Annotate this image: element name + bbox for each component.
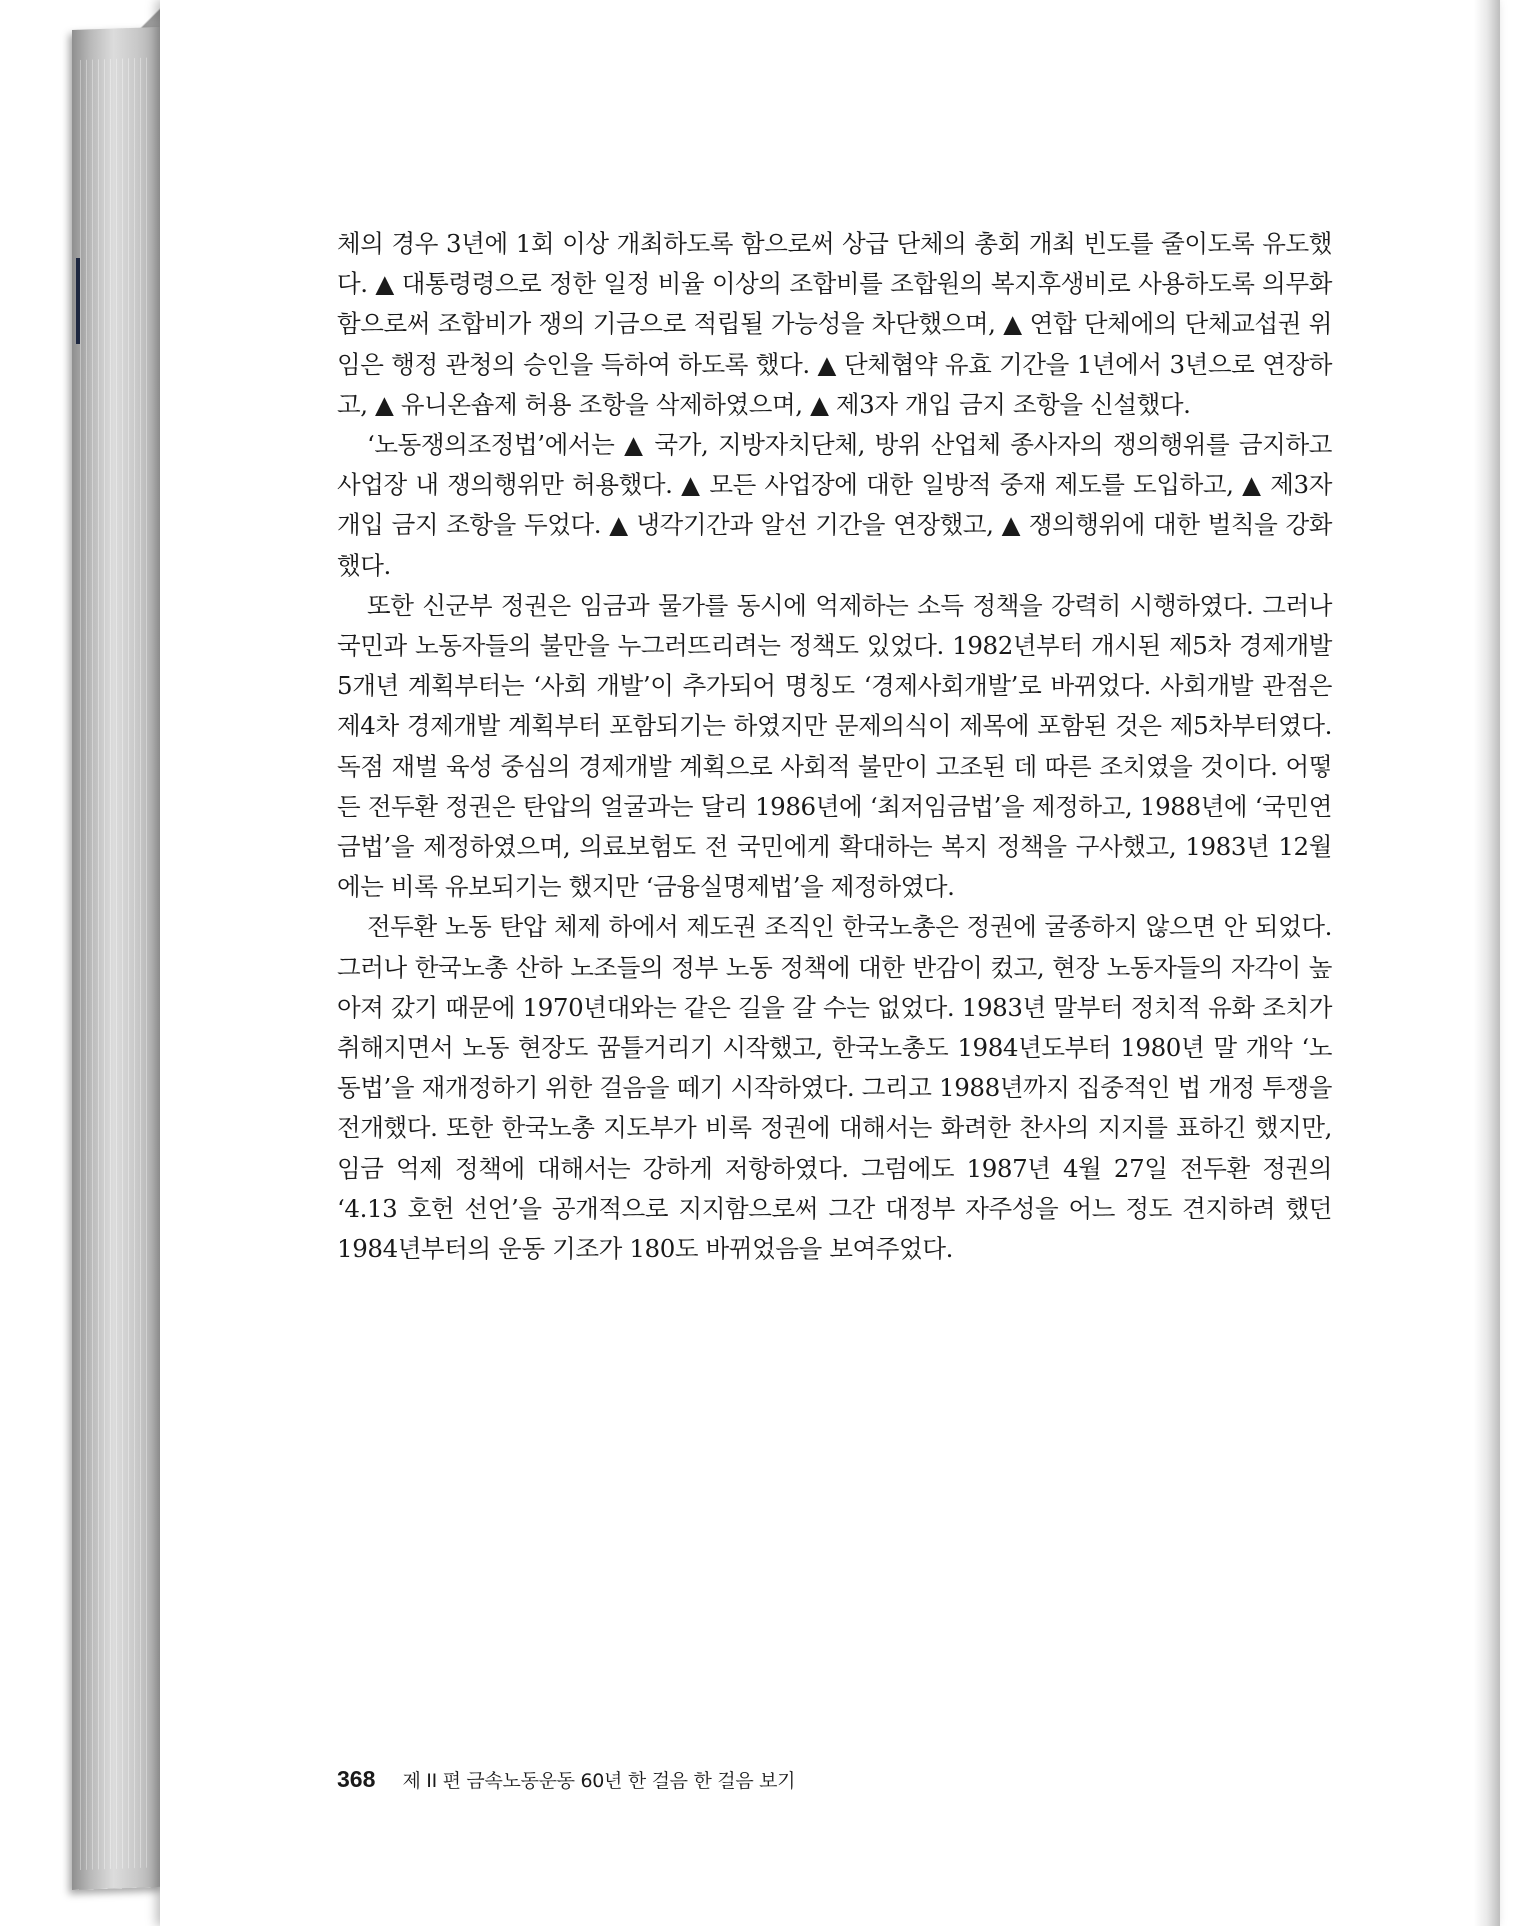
bookmark-ribbon bbox=[76, 258, 80, 344]
body-text bbox=[337, 224, 1332, 1269]
paragraph-3: 또한 신군부 정권은 임금과 물가를 동시에 억제하는 소득 정책을 강력히 시행하였다. 그러나 국민과 노동자들의 불만을 누그러뜨리려는 정책도 있었다. 1982년부터 개시된 제5차 경제개발 5개년 계획부터는 ‘사회 개발’이 추가되어 명칭도 ‘경제사회개발’로 바뀌었다. 사회개발 관점은 제4차 경제개발 계획부터 포함되기는 하였지만 문제의식이 제목에 포함된 것은 제5차부터였다. 독점 재벌 육성 중심의 경제개발 계획으로 사회적 불만이 고조된 데 따른 조치였을 것이다. 어떻든 전두환 정권은 탄압의 얼굴과는 달리 1986년에 ‘최저임금법’을 제정하고, 1988년에 ‘국민연금법’을 제정하였으며, 의료보험도 전 국민에게 확대하는 복지 정책을 구사했고, 1983년 12월에는 비록 유보되기는 했지만 ‘금융실명제법’을 제정하였다. bbox=[337, 590, 1332, 902]
page-footer bbox=[337, 1766, 795, 1793]
page-number: 368 bbox=[337, 1766, 376, 1792]
paragraph-2: ‘노동쟁의조정법’에서는 ▲ 국가, 지방자치단체, 방위 산업체 종사자의 쟁의행위를 금지하고 사업장 내 쟁의행위만 허용했다. ▲ 모든 사업장에 대한 일방적 중재 제도를 도입하고, ▲ 제3자 개입 금지 조항을 두었다. ▲ 냉각기간과 알선 기간을 연장했고, ▲ 쟁의행위에 대한 벌칙을 강화했다. bbox=[337, 430, 1332, 580]
book-page-edge-lines bbox=[80, 58, 150, 1870]
paragraph-4: 전두환 노동 탄압 체제 하에서 제도권 조직인 한국노총은 정권에 굴종하지 않으면 안 되었다. 그러나 한국노총 산하 노조들의 정부 노동 정책에 대한 반감이 컸고, 현장 노동자들의 자각이 높아져 갔기 때문에 1970년대와는 같은 길을 갈 수는 없었다. 1983년 말부터 정치적 유화 조치가 취해지면서 노동 현장도 꿈틀거리기 시작했고, 한국노총도 1984년도부터 1980년 말 개악 ‘노동법’을 재개정하기 위한 걸음을 떼기 시작하였다. 그리고 1988년까지 집중적인 법 개정 투쟁을 전개했다. 또한 한국노총 지도부가 비록 정권에 대해서는 화려한 찬사의 지지를 표하긴 했지만, 임금 억제 정책에 대해서는 강하게 저항하였다. 그럼에도 1987년 4월 27일 전두환 정권의 ‘4.13 호헌 선언’을 공개적으로 지지함으로써 그간 대정부 자주성을 어느 정도 견지하려 했던 1984년부터의 운동 기조가 180도 바뀌었음을 보여주었다. bbox=[337, 912, 1332, 1264]
page-gutter-shadow bbox=[1474, 0, 1500, 1926]
paragraph-1: 체의 경우 3년에 1회 이상 개최하도록 함으로써 상급 단체의 총회 개최 빈도를 줄이도록 유도했다. ▲ 대통령령으로 정한 일정 비율 이상의 조합비를 조합원의 복지후생비로 사용하도록 의무화함으로써 조합비가 쟁의 기금으로 적립될 가능성을 차단했으며, ▲ 연합 단체에의 단체교섭권 위임은 행정 관청의 승인을 득하여 하도록 했다. ▲ 단체협약 유효 기간을 1년에서 3년으로 연장하고, ▲ 유니온숍제 허용 조항을 삭제하였으며, ▲ 제3자 개입 금지 조항을 신설했다. bbox=[337, 229, 1332, 419]
running-head: 제 II 편 금속노동운동 60년 한 걸음 한 걸음 보기 bbox=[402, 1770, 796, 1792]
